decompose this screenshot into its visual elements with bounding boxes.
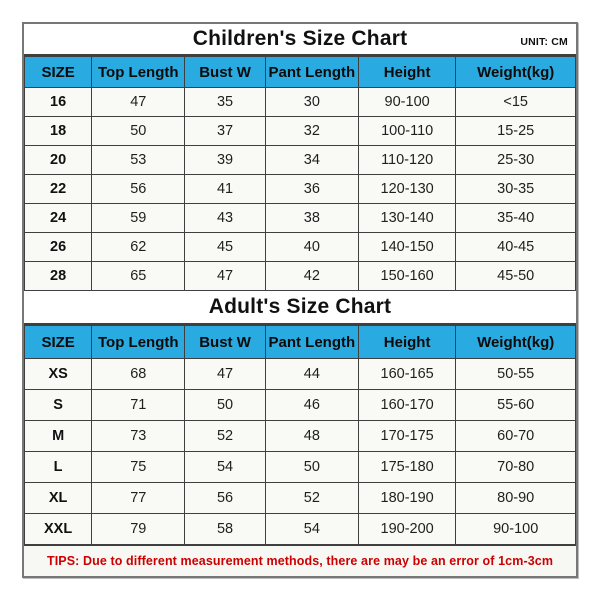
table-row [25,359,576,390]
table-cell: 40-45 [456,233,576,262]
table-cell: 36 [265,175,358,204]
column-header: Weight(kg) [456,57,576,88]
table-cell: 180-190 [358,483,456,514]
column-header: Height [358,326,456,359]
table-cell: 54 [185,452,265,483]
table-cell: 54 [265,514,358,545]
column-header: Pant Length [265,57,358,88]
table-row [25,175,576,204]
size-cell: L [25,452,92,483]
table-cell: 47 [185,359,265,390]
table-cell: 30-35 [456,175,576,204]
table-cell: 70-80 [456,452,576,483]
table-cell: 45-50 [456,262,576,291]
children-table-header-row [25,57,576,88]
table-row [25,421,576,452]
table-cell: 39 [185,146,265,175]
table-cell: 73 [92,421,185,452]
table-cell: 44 [265,359,358,390]
table-cell: 15-25 [456,117,576,146]
adult-table-header-row [25,326,576,359]
table-row [25,483,576,514]
table-cell: 90-100 [456,514,576,545]
table-row [25,390,576,421]
table-cell: 75 [92,452,185,483]
table-cell: 90-100 [358,88,456,117]
tips-row [24,545,576,576]
table-cell: 41 [185,175,265,204]
size-cell: XL [25,483,92,514]
table-cell: 160-165 [358,359,456,390]
size-cell: 20 [25,146,92,175]
column-header: SIZE [25,57,92,88]
table-cell: 37 [185,117,265,146]
size-chart-frame [22,22,578,578]
table-cell: 35 [185,88,265,117]
table-row [25,88,576,117]
children-table-body [25,88,576,291]
adult-size-table [24,325,576,545]
table-cell: 170-175 [358,421,456,452]
table-cell: 79 [92,514,185,545]
table-cell: 59 [92,204,185,233]
table-cell: 130-140 [358,204,456,233]
table-cell: 150-160 [358,262,456,291]
size-cell: 22 [25,175,92,204]
size-cell: XXL [25,514,92,545]
table-cell: 45 [185,233,265,262]
table-cell: 60-70 [456,421,576,452]
table-cell: 52 [185,421,265,452]
table-cell: 50-55 [456,359,576,390]
table-cell: 58 [185,514,265,545]
table-cell: 47 [185,262,265,291]
table-cell: 56 [92,175,185,204]
size-cell: 28 [25,262,92,291]
table-cell: 42 [265,262,358,291]
table-row [25,233,576,262]
tips-text: TIPS: Due to different measurement methods, there are may be an error of 1cm-3cm [46,554,554,568]
table-cell: 71 [92,390,185,421]
size-cell: M [25,421,92,452]
table-cell: 46 [265,390,358,421]
table-row [25,452,576,483]
table-cell: 25-30 [456,146,576,175]
children-chart-title: Children's Size Chart [192,27,408,50]
table-cell: 68 [92,359,185,390]
table-cell: 43 [185,204,265,233]
table-cell: 110-120 [358,146,456,175]
table-cell: 32 [265,117,358,146]
table-cell: 48 [265,421,358,452]
table-cell: 62 [92,233,185,262]
table-cell: 175-180 [358,452,456,483]
table-cell: <15 [456,88,576,117]
children-size-table [24,56,576,291]
table-cell: 140-150 [358,233,456,262]
table-cell: 55-60 [456,390,576,421]
adult-table-body [25,359,576,545]
unit-label: UNIT: CM [520,36,568,48]
column-header: Bust W [185,57,265,88]
column-header: Top Length [92,326,185,359]
table-cell: 50 [265,452,358,483]
table-cell: 100-110 [358,117,456,146]
size-cell: S [25,390,92,421]
table-cell: 40 [265,233,358,262]
table-cell: 120-130 [358,175,456,204]
table-cell: 38 [265,204,358,233]
size-cell: 26 [25,233,92,262]
table-cell: 30 [265,88,358,117]
table-cell: 50 [92,117,185,146]
column-header: SIZE [25,326,92,359]
column-header: Weight(kg) [456,326,576,359]
table-cell: 53 [92,146,185,175]
size-cell: 24 [25,204,92,233]
table-cell: 190-200 [358,514,456,545]
column-header: Pant Length [265,326,358,359]
adult-chart-title: Adult's Size Chart [208,295,392,318]
table-row [25,204,576,233]
column-header: Height [358,57,456,88]
table-cell: 47 [92,88,185,117]
table-cell: 52 [265,483,358,514]
size-cell: 16 [25,88,92,117]
table-row [25,146,576,175]
size-cell: XS [25,359,92,390]
table-cell: 65 [92,262,185,291]
table-cell: 56 [185,483,265,514]
table-cell: 77 [92,483,185,514]
table-cell: 160-170 [358,390,456,421]
adult-chart-title-row [24,291,576,325]
table-row [25,514,576,545]
children-chart-title-row [24,24,576,56]
table-cell: 80-90 [456,483,576,514]
table-cell: 34 [265,146,358,175]
table-cell: 50 [185,390,265,421]
table-row [25,262,576,291]
size-cell: 18 [25,117,92,146]
table-row [25,117,576,146]
table-cell: 35-40 [456,204,576,233]
column-header: Top Length [92,57,185,88]
column-header: Bust W [185,326,265,359]
